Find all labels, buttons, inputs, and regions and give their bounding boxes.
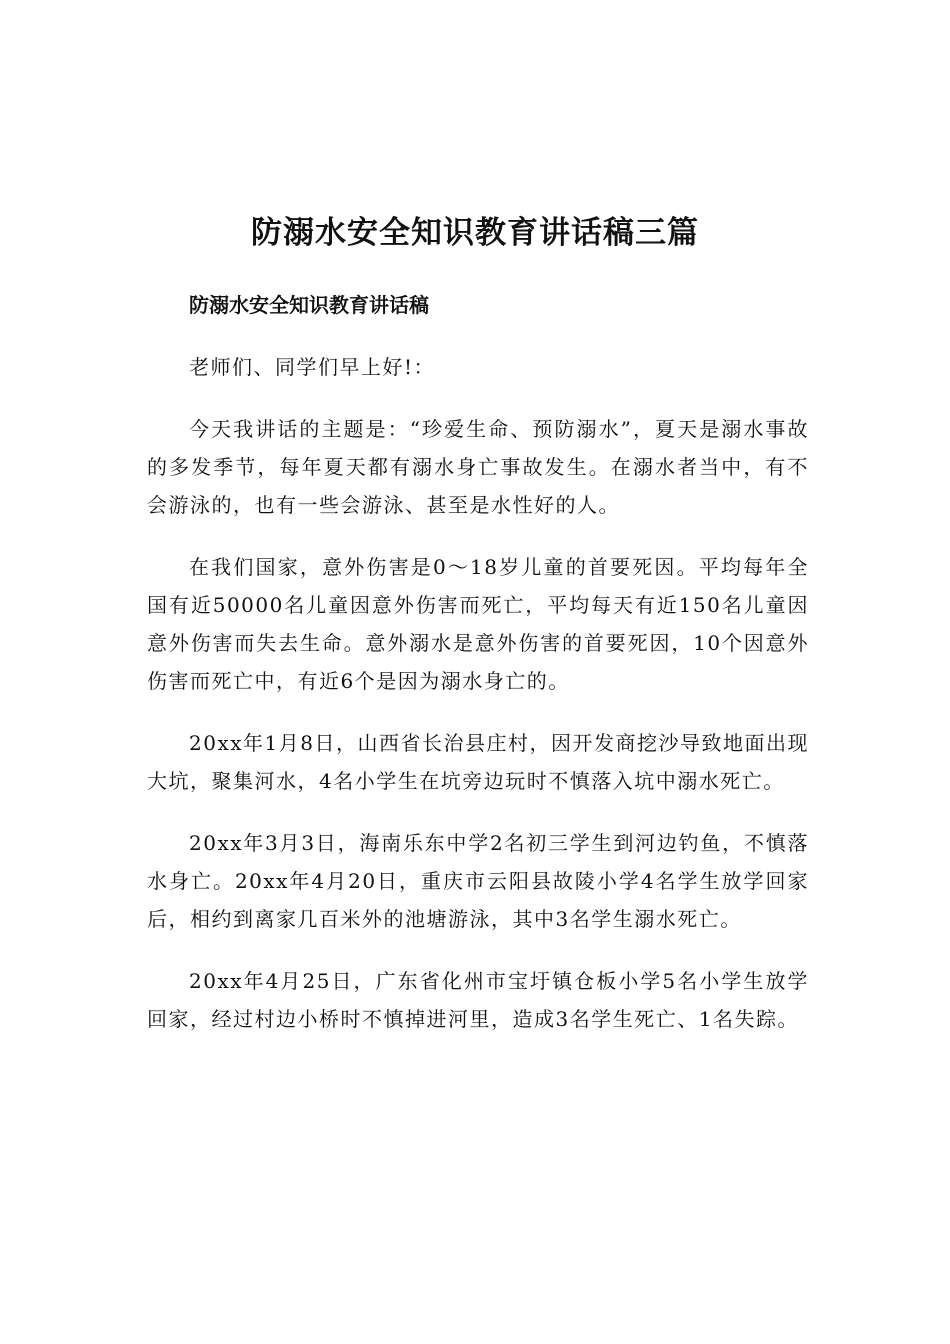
document-title: 防溺水安全知识教育讲话稿三篇	[251, 215, 699, 251]
section-subtitle: 防溺水安全知识教育讲话稿	[189, 293, 429, 317]
topic-paragraph: 今天我讲话的主题是：“珍爱生命、预防溺水”，夏天是溺水事故的多发季节，每年夏天都有溺水身亡事故发生。在溺水者当中，有不会游泳的，也有一些会游泳、甚至是水性好的人。	[147, 417, 809, 517]
greeting-paragraph: 老师们、同学们早上好!：	[189, 355, 436, 379]
case-paragraph-hainan-chongqing: 20xx年3月3日，海南乐东中学2名初三学生到河边钓鱼，不慎落水身亡。20xx年4月20日，重庆市云阳县故陵小学4名学生放学回家后，相约到离家几百米外的池塘游泳，其中3名学生溺水死亡。	[147, 831, 809, 931]
case-paragraph-shanxi: 20xx年1月8日，山西省长治县庄村，因开发商挖沙导致地面出现大坑，聚集河水，4名小学生在坑旁边玩时不慎落入坑中溺水死亡。	[147, 731, 809, 793]
document-body	[147, 286, 809, 1062]
statistics-paragraph: 在我们国家，意外伤害是0～18岁儿童的首要死因。平均每年全国有近50000名儿童因意外伤害而死亡，平均每天有近150名儿童因意外伤害而失去生命。意外溺水是意外伤害的首要死因，10个因意外伤害而死亡中，有近6个是因为溺水身亡的。	[147, 555, 809, 693]
case-paragraph-guangdong: 20xx年4月25日，广东省化州市宝圩镇仓板小学5名小学生放学回家，经过村边小桥时不慎掉进河里，造成3名学生死亡、1名失踪。	[147, 969, 809, 1031]
